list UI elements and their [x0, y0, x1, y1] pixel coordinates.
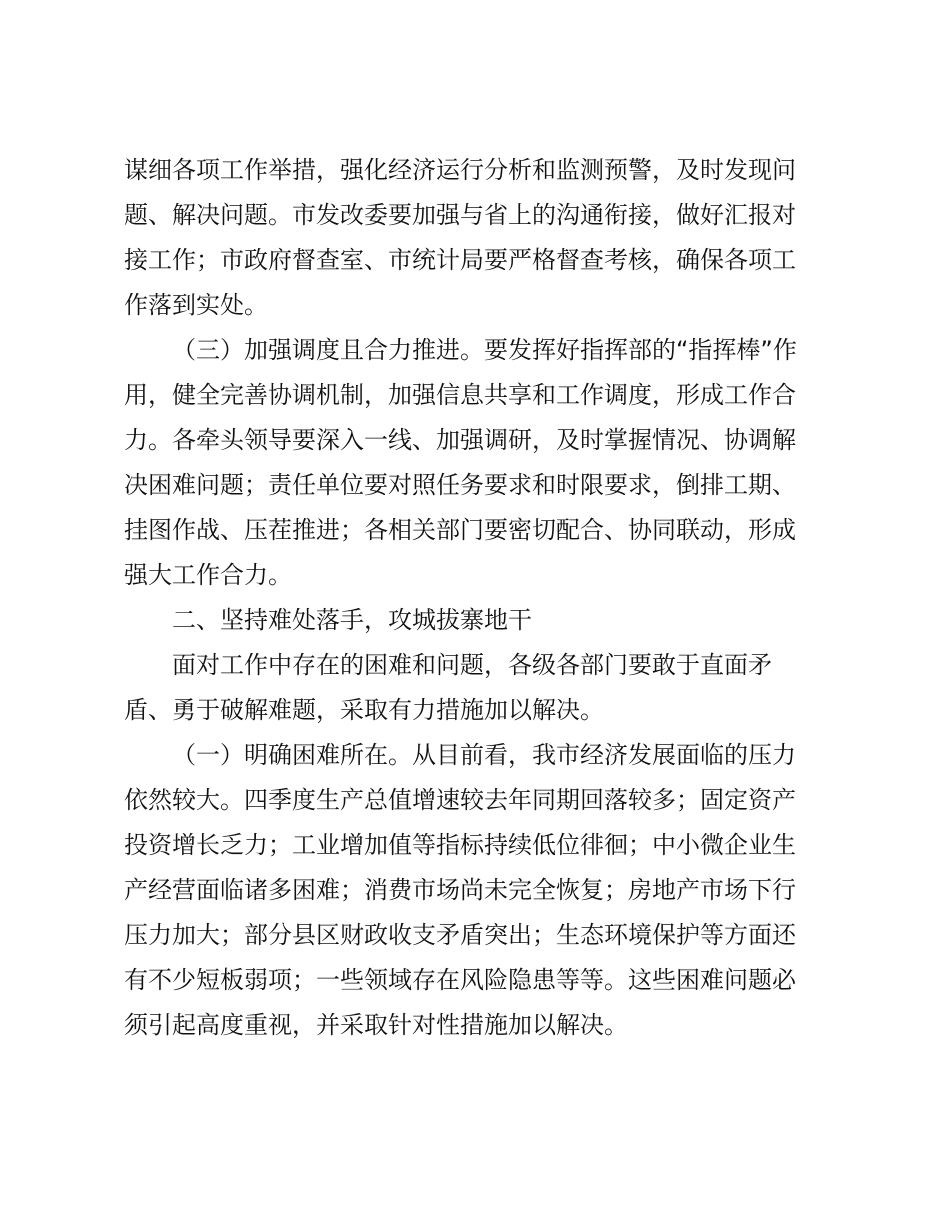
paragraph-line: 接工作；市政府督查室、市统计局要严格督查考核，确保各项工 [124, 246, 796, 274]
paragraph-line: 须引起高度重视，并采取针对性措施加以解决。 [124, 1011, 628, 1039]
paragraph-line: 投资增长乏力；工业增加值等指标持续低位徘徊；中小微企业生 [124, 831, 796, 859]
paragraph-line: 谋细各项工作举措，强化经济运行分析和监测预警，及时发现问 [124, 156, 796, 184]
paragraph-line: 强大工作合力。 [124, 561, 292, 589]
paragraph-line: 决困难问题；责任单位要对照任务要求和时限要求，倒排工期、 [124, 471, 796, 499]
body-text [124, 148, 844, 1048]
paragraph-line: 压力加大；部分县区财政收支矛盾突出；生态环境保护等方面还 [124, 921, 796, 949]
paragraph-line: 产经营面临诸多困难；消费市场尚未完全恢复；房地产市场下行 [124, 876, 796, 904]
section-heading-line: （一）明确困难所在。从目前看，我市经济发展面临的压力 [172, 741, 796, 769]
paragraph-line: 挂图作战、压茬推进；各相关部门要密切配合、协同联动，形成 [124, 516, 796, 544]
paragraph-line: 作落到实处。 [124, 291, 268, 319]
paragraph-line: 题、解决问题。市发改委要加强与省上的沟通衔接，做好汇报对 [124, 201, 796, 229]
paragraph-line: 依然较大。四季度生产总值增速较去年同期回落较多；固定资产 [124, 786, 796, 814]
chapter-heading: 二、坚持难处落手，攻城拔寨地干 [172, 606, 532, 634]
section-heading-line: （三）加强调度且合力推进。要发挥好指挥部的“指挥棒”作 [172, 336, 797, 364]
paragraph-line: 盾、勇于破解难题，采取有力措施加以解决。 [124, 696, 604, 724]
paragraph-line: 面对工作中存在的困难和问题，各级各部门要敢于直面矛 [172, 651, 772, 679]
paragraph-line: 有不少短板弱项；一些领域存在风险隐患等等。这些困难问题必 [124, 966, 796, 994]
paragraph-line: 用，健全完善协调机制，加强信息共享和工作调度，形成工作合 [124, 381, 796, 409]
paragraph-line: 力。各牵头领导要深入一线、加强调研，及时掌握情况、协调解 [124, 426, 796, 454]
